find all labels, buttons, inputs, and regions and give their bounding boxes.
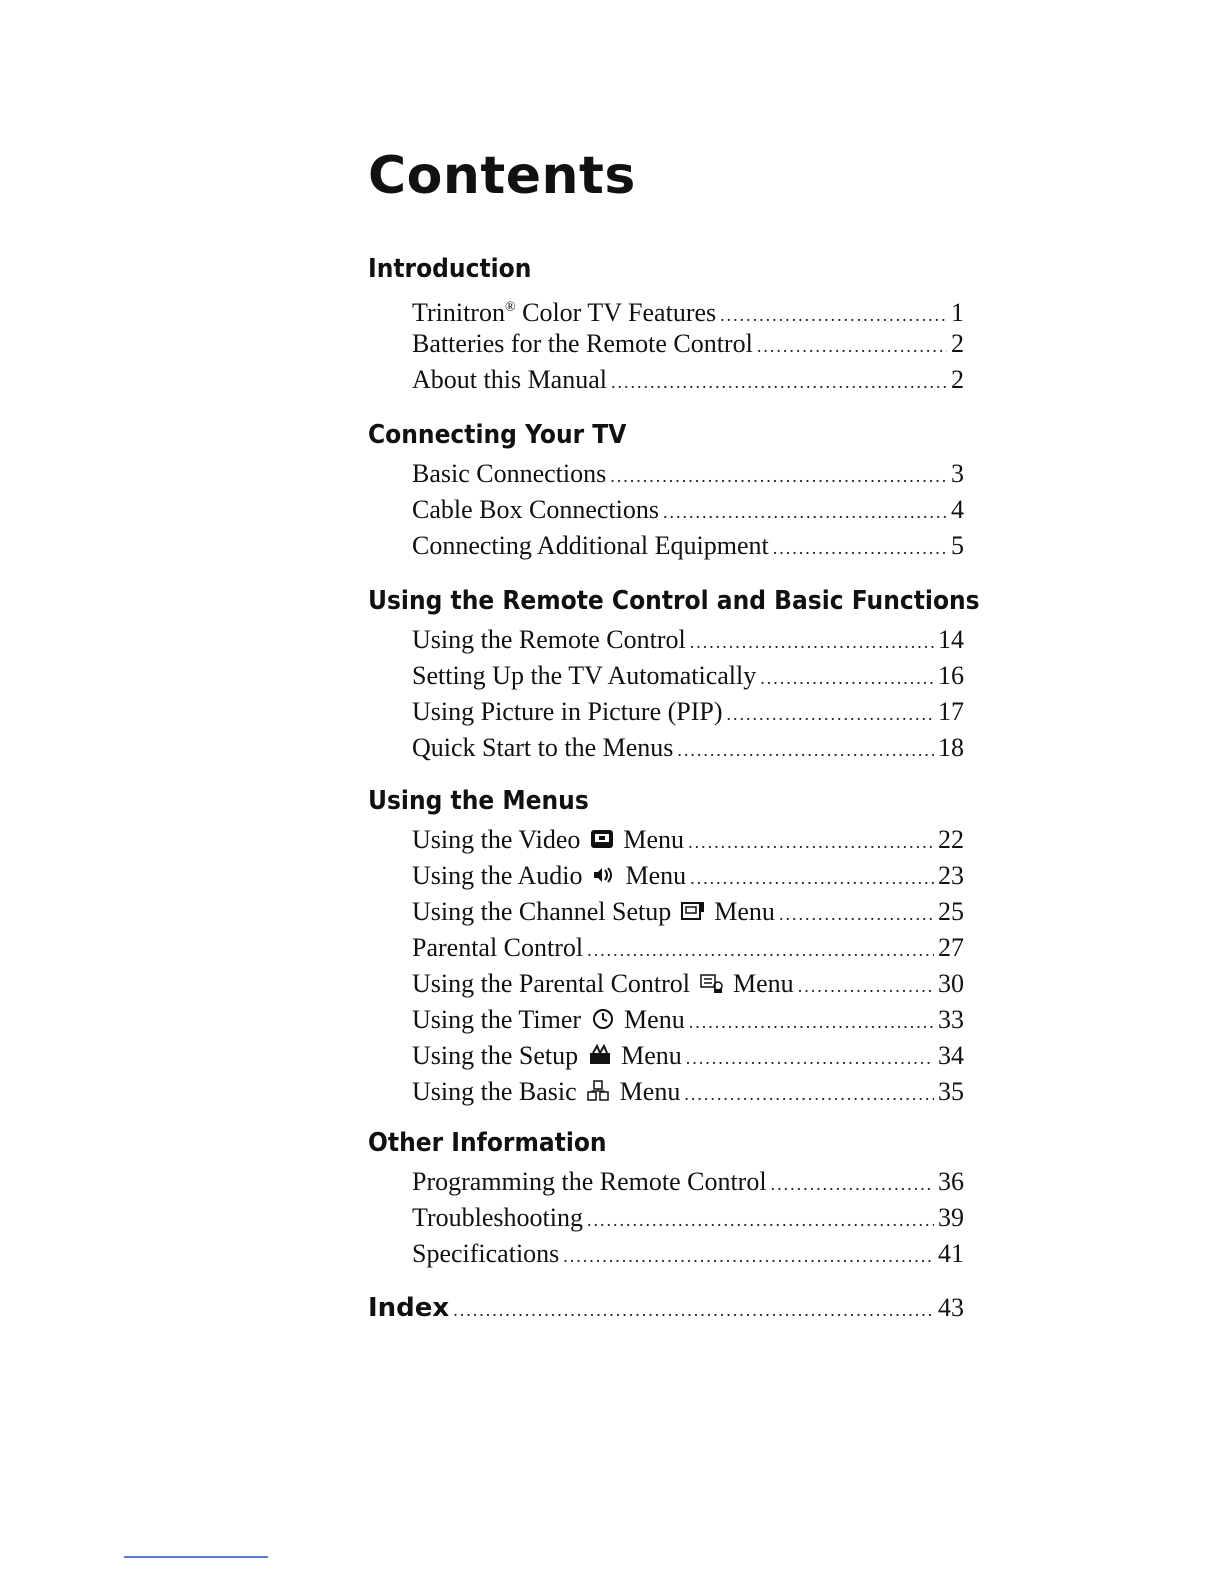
section-connecting-your-tv <box>368 418 964 564</box>
timer-menu-icon <box>591 1008 615 1030</box>
section-using-the-menus <box>368 784 964 1110</box>
toc-entry[interactable] <box>412 822 964 858</box>
toc-entry[interactable] <box>412 1200 964 1236</box>
section-heading: Connecting Your TV <box>368 420 627 450</box>
dot-leader <box>587 932 934 968</box>
dot-leader <box>689 1004 934 1040</box>
basic-menu-icon <box>586 1080 610 1102</box>
toc-entry[interactable] <box>412 858 964 894</box>
toc-page-number: 41 <box>938 1239 964 1268</box>
dot-leader <box>760 660 934 696</box>
dot-leader <box>611 364 947 400</box>
dot-leader <box>779 896 934 932</box>
dot-leader <box>663 494 947 530</box>
toc-entry-label: Programming the Remote Control <box>412 1167 767 1196</box>
toc-entry-label: Trinitron® Color TV Features <box>412 298 717 327</box>
toc-entry-label: Cable Box Connections <box>412 495 659 524</box>
toc-entry-label: About this Manual <box>412 365 607 394</box>
dot-leader <box>587 1202 934 1238</box>
index-page-number: 43 <box>938 1293 964 1322</box>
toc-entry-label: Parental Control <box>412 933 584 962</box>
toc-page-number: 25 <box>938 897 964 926</box>
dot-leader <box>453 1290 934 1330</box>
toc-page-number: 23 <box>938 861 964 890</box>
toc-page-number: 34 <box>938 1041 964 1070</box>
section-heading: Using the Remote Control and Basic Functions <box>368 586 980 616</box>
dot-leader <box>690 624 934 660</box>
toc-entry-label: Using the Setup Menu <box>412 1041 682 1070</box>
toc-page-number: 27 <box>938 933 964 962</box>
setup-menu-icon <box>588 1044 612 1066</box>
bottom-rule <box>124 1556 268 1558</box>
toc-entry[interactable] <box>412 1164 964 1200</box>
toc-page-number: 4 <box>951 495 964 524</box>
toc-page-number: 36 <box>938 1167 964 1196</box>
toc-page-number: 16 <box>938 661 964 690</box>
toc-entry-label: Using the Timer Menu <box>412 1005 685 1034</box>
page-title: Contents <box>368 146 636 206</box>
toc-entry-label: Using the Basic Menu <box>412 1077 681 1106</box>
toc-page-number: 3 <box>951 459 964 488</box>
toc-entry-label: Using the Audio Menu <box>412 861 687 890</box>
section-introduction <box>368 252 964 398</box>
section-heading: Introduction <box>368 254 532 284</box>
toc-entry[interactable] <box>412 326 964 362</box>
toc-entry[interactable] <box>412 1236 964 1272</box>
dot-leader <box>771 1166 934 1202</box>
toc-entry[interactable] <box>412 930 964 966</box>
toc-entry-label: Basic Connections <box>412 459 607 488</box>
toc-page-number: 30 <box>938 969 964 998</box>
toc-entry[interactable] <box>412 622 964 658</box>
toc-entry[interactable] <box>412 362 964 398</box>
toc-entry-label: Using the Video Menu <box>412 825 685 854</box>
dot-leader <box>688 824 934 860</box>
section-heading: Using the Menus <box>368 786 589 816</box>
dot-leader <box>773 530 947 566</box>
dot-leader <box>610 458 947 494</box>
toc-entry-label: Specifications <box>412 1239 560 1268</box>
toc-entry[interactable] <box>412 456 964 492</box>
toc-entry[interactable] <box>412 966 964 1002</box>
audio-menu-icon <box>592 864 616 886</box>
toc-entry-label: Using the Remote Control <box>412 625 686 654</box>
toc-entry-label: Using the Parental Control Menu <box>412 969 794 998</box>
toc-entry-label: Setting Up the TV Automatically <box>412 661 757 690</box>
dot-leader <box>677 732 934 768</box>
toc-page-number: 35 <box>938 1077 964 1106</box>
toc-entry[interactable] <box>412 1038 964 1074</box>
dot-leader <box>757 328 947 364</box>
section-heading: Other Information <box>368 1128 607 1158</box>
registered-mark: ® <box>504 300 516 315</box>
toc-entry[interactable] <box>412 658 964 694</box>
toc-page-number: 14 <box>938 625 964 654</box>
toc-entry-label: Quick Start to the Menus <box>412 733 674 762</box>
toc-page-number: 22 <box>938 825 964 854</box>
toc-page-number: 1 <box>951 298 964 327</box>
toc-entry[interactable] <box>412 894 964 930</box>
dot-leader <box>690 860 934 896</box>
section-remote-control-basic-functions <box>368 584 980 766</box>
video-menu-icon <box>590 828 614 850</box>
toc-entry[interactable] <box>412 1074 964 1110</box>
dot-leader <box>727 696 934 732</box>
index-entry[interactable] <box>368 1288 964 1328</box>
toc-page-number: 2 <box>951 365 964 394</box>
section-other-information <box>368 1126 964 1272</box>
toc-entry[interactable] <box>412 290 964 326</box>
toc-entry-label: Using Picture in Picture (PIP) <box>412 697 723 726</box>
parental-control-menu-icon <box>700 972 724 994</box>
toc-entry-label: Connecting Additional Equipment <box>412 531 769 560</box>
toc-entry[interactable] <box>412 1002 964 1038</box>
toc-page-number: 33 <box>938 1005 964 1034</box>
dot-leader <box>798 968 934 1004</box>
toc-entry[interactable] <box>412 694 964 730</box>
toc-entry[interactable] <box>412 730 964 766</box>
toc-entry-label: Batteries for the Remote Control <box>412 329 753 358</box>
toc-entry-label: Using the Channel Setup Menu <box>412 897 775 926</box>
toc-page-number: 18 <box>938 733 964 762</box>
channel-setup-menu-icon <box>681 900 705 922</box>
toc-page-number: 5 <box>951 531 964 560</box>
toc-page-number: 17 <box>938 697 964 726</box>
dot-leader <box>563 1238 934 1274</box>
toc-page-number: 2 <box>951 329 964 358</box>
toc-entry-label: Troubleshooting <box>412 1203 583 1232</box>
toc-page-number: 39 <box>938 1203 964 1232</box>
index-label: Index <box>368 1293 450 1323</box>
dot-leader <box>686 1040 934 1076</box>
dot-leader <box>684 1076 934 1112</box>
toc-entry[interactable] <box>412 528 964 564</box>
toc-entry[interactable] <box>412 492 964 528</box>
